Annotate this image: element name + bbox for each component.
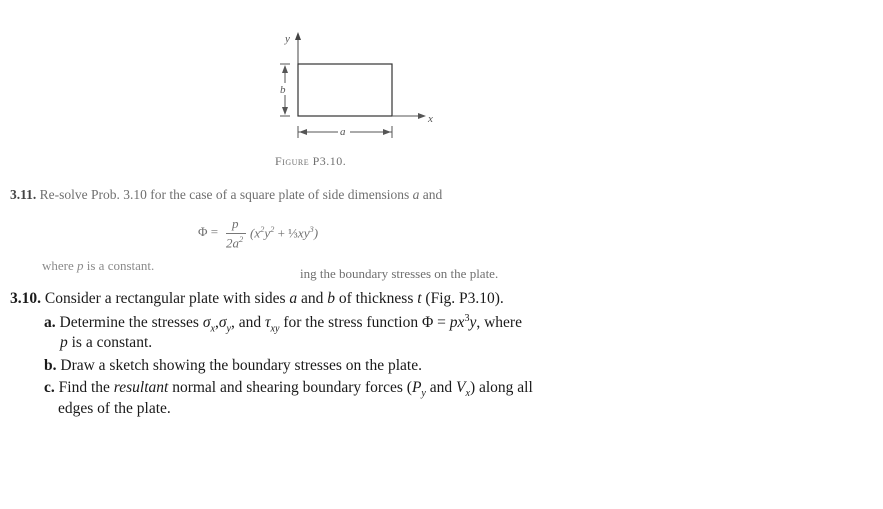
problem-3-11-var-a: a — [412, 187, 420, 202]
y-axis-label: y — [285, 33, 290, 45]
problem-3-11-number: 3.11. — [10, 187, 37, 202]
equation-numerator: p — [232, 216, 239, 231]
width-label: a — [340, 126, 346, 138]
problem-3-11-text-and: and — [419, 187, 443, 202]
x-axis-arrowhead — [418, 113, 426, 119]
part-a-and: , and — [230, 314, 265, 332]
equation-phi: Φ = — [198, 224, 219, 239]
width-arrow-right — [383, 129, 391, 135]
height-label: b — [280, 84, 286, 96]
sigma-x-subscript: x — [210, 323, 215, 335]
part-a-constant: is a constant. — [67, 334, 153, 351]
problem-3-10-number: 3.10. — [10, 290, 41, 307]
part-a-y: y — [469, 314, 477, 332]
plate-rectangle — [298, 64, 392, 116]
width-arrow-left — [299, 129, 307, 135]
problem-3-10-intro-text-2: of thickness — [335, 290, 418, 307]
part-b-text: Draw a sketch showing the boundary stresses on the plate. — [56, 357, 422, 374]
equation-denominator-exponent: 2 — [239, 234, 244, 244]
equation-exp-b: 2 — [270, 224, 275, 234]
equation-part-4: xy — [297, 225, 310, 241]
y-axis-arrowhead — [295, 32, 301, 40]
clipped-line-text: ing the boundary stresses on the plate. — [300, 266, 499, 281]
part-a-px: px — [449, 314, 465, 332]
equation-denominator — [226, 234, 243, 251]
height-arrow-down — [282, 107, 288, 115]
where-p: p — [77, 258, 84, 273]
where-text: where — [42, 258, 78, 273]
problem-3-10-intro — [10, 290, 504, 308]
where-constant: is a constant. — [83, 258, 155, 273]
part-a-text-1: Determine the stresses — [55, 314, 203, 332]
part-c-text-1: Find the — [54, 379, 114, 396]
part-c-label: c. — [44, 379, 55, 396]
problem-3-10-intro-text-1: Consider a rectangular plate with sides — [41, 290, 290, 307]
problem-3-11-statement — [10, 187, 442, 203]
tau-symbol: τ — [264, 314, 271, 332]
part-c-and: and — [425, 379, 457, 396]
problem-3-10-intro-text-3: (Fig. P3.10). — [421, 290, 504, 307]
part-c-line-2 — [58, 400, 171, 418]
part-a — [44, 313, 522, 334]
x-axis-label: x — [428, 113, 433, 125]
problem-3-10-var-b: b — [327, 290, 335, 307]
part-a-exponent: 3 — [464, 313, 470, 324]
part-c-P-subscript: y — [421, 388, 426, 400]
equation-part-2: y — [264, 225, 271, 241]
equation-part-5: ) — [313, 225, 319, 241]
sigma-y-subscript: y — [226, 323, 231, 335]
part-c-P: P — [411, 379, 422, 396]
part-c-text-4: edges of the plate. — [58, 400, 171, 417]
equation-part-3: + — [274, 225, 289, 241]
figure-caption: Figure P3.10. — [275, 154, 347, 168]
part-c-V: V — [456, 379, 466, 396]
problem-3-11-where — [42, 258, 154, 274]
sigma-x-symbol: σ — [202, 314, 211, 332]
problem-3-11-equation — [198, 218, 368, 254]
equation-rest — [250, 224, 318, 241]
sigma-y-symbol: σ — [218, 314, 227, 332]
part-c-V-subscript: x — [465, 388, 470, 400]
problem-3-10-var-t: t — [417, 290, 422, 307]
part-a-phi: Φ = — [421, 314, 450, 332]
clipped-line-container — [300, 266, 600, 282]
problem-3-11-text: Re-solve Prob. 3.10 for the case of a square plate of side dimensions — [36, 187, 413, 202]
part-c-resultant: resultant — [113, 379, 169, 396]
part-a-p: p — [60, 334, 68, 351]
part-a-comma: , — [214, 314, 219, 332]
problem-3-10-var-a: a — [289, 290, 298, 307]
part-c — [44, 379, 533, 399]
part-a-where: , where — [476, 314, 522, 332]
problem-3-10-and: and — [297, 290, 328, 307]
equation-fraction-third: ⅓ — [288, 225, 298, 241]
part-b — [44, 357, 422, 375]
part-b-label: b. — [44, 357, 57, 374]
part-c-text-2: normal and shearing boundary forces ( — [168, 379, 412, 396]
height-arrow-up — [282, 65, 288, 73]
equation-part-1: (x — [250, 225, 261, 241]
part-a-line-2 — [60, 334, 152, 352]
tau-subscript: xy — [270, 323, 280, 335]
equation-exp-c: 3 — [309, 224, 314, 234]
figure-p3-10 — [270, 28, 450, 148]
part-a-label: a. — [44, 314, 56, 332]
equation-exp-a: 2 — [260, 224, 265, 234]
part-c-text-3: ) along all — [469, 379, 533, 396]
equation-denominator-text: 2a — [226, 235, 239, 251]
part-a-text-2: for the stress function — [279, 314, 422, 332]
